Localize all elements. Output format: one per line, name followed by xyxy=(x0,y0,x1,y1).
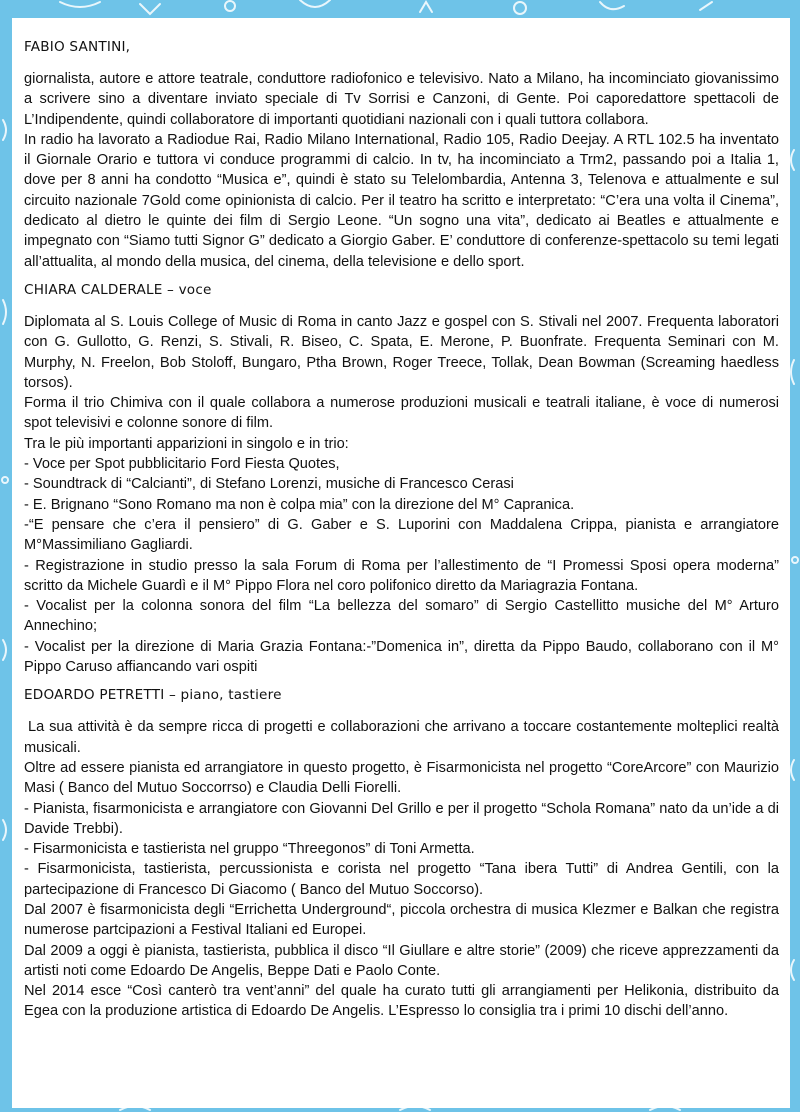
bio-list-item: - Vocalist per la direzione di Maria Grazia Fontana:-”Domenica in”, diretta da Pippo Baudo, collaborano con il M° Pippo Caruso affiancando vari ospiti xyxy=(24,638,779,676)
bio-list-item: - E. Brignano “Sono Romano ma non è colpa mia” con la direzione del M° Capranica. xyxy=(24,496,575,513)
bio-paragraph: giornalista, autore e attore teatrale, conduttore radiofonico e televisivo. Nato a Milano, ha incominciato giovanissimo a scrivere sino a diventare inviato speciale di Tv Sorrisi e Canzoni, di Gente. Poi caporedattore spettacoli de L’Indipendente, quindi collaboratore di importanti quotidiani nazionali con i quali tuttora collabora. xyxy=(24,71,779,128)
bio-section-fabio-santini xyxy=(24,38,779,272)
heading-dash: – xyxy=(162,281,179,298)
heading-dash: – xyxy=(164,687,181,704)
bio-paragraph: In radio ha lavorato a Radiodue Rai, Radio Milano International, Radio 105, Radio Deejay. A RTL 102.5 ha inventato il Giornale Orario e tuttora vi conduce programmi di calcio. In tv, ha incominciato a Trm2, passando poi a Italia 1, dove per 8 anni ha condotto “Musica e”, quindi è stato su Telelombardia, Antenna 3, Telenova e attualmente e sul circuito nazionale 7Gold come opinionista di calcio. Per il teatro ha scritto e interpretato: “C’era una volta il Cinema”, dedicato al dietro le quinte dei film di Sergio Leone. “Un sogno una vita”, dedicato ai Beatles e attualmente e impegnato con “Siamo tutti Signor G” dedicato a Giorgio Gaber. E’ conduttore di conferenze-spettacolo su temi legati all’attualita, al mondo della musica, del cinema, della televisione e dello sport. xyxy=(24,131,779,270)
bio-section-chiara-calderale xyxy=(24,281,779,677)
bio-list-item: - Registrazione in studio presso la sala Forum di Roma per l’allestimento de “I Promessi Sposi opera moderna” scritto da Michele Guardì e il M° Pippo Flora nel coro polifonico diretto da Mariagrazia Fontana. xyxy=(24,557,779,594)
bio-list-item: - Pianista, fisarmonicista e arrangiatore con Giovanni Del Grillo e per il progetto “Schola Romana” nato da un’ide a di Davide Trebbi). xyxy=(24,800,779,837)
bio-paragraph: Nel 2014 esce “Così canterò tra vent’anni” del quale ha curato tutti gli arrangiamenti per Helikonia, distribuito da Egea con la produzione artistica di Edoardo De Angelis. L’Espresso lo consiglia tra i primi 10 dischi dell’anno. xyxy=(24,983,779,1020)
bio-list-item: - Soundtrack di “Calcianti”, di Stefano Lorenzi, musiche di Francesco Cerasi xyxy=(24,476,514,493)
document-panel xyxy=(12,18,790,1108)
bio-paragraph: Forma il trio Chimiva con il quale collabora a numerose produzioni musicali e teatrali italiane, è voce di numerosi spot televisivi e colonne sonore di film. xyxy=(24,395,779,432)
bio-paragraph: Tra le più importanti apparizioni in singolo e in trio: xyxy=(24,435,349,452)
bio-paragraph: Diplomata al S. Louis College of Music di Roma in canto Jazz e gospel con S. Stivali nel 2007. Frequenta laboratori con G. Gullotto, G. Renzi, S. Stivali, R. Biseo, C. Spata, E. Merone, P. Buonfrate. Frequenta Seminari con M. Murphy, N. Freelon, Bob Stoloff, Bungaro, Ptha Brown, Roger Treece, Tollak, Dean Bowman (Screaming haedless torsos). xyxy=(24,313,779,391)
bio-list-item: - Vocalist per la colonna sonora del film “La bellezza del somaro” di Sergio Castellitto musiche del M° Arturo Annechino; xyxy=(24,598,779,635)
bio-list-item: -“E pensare che c’era il pensiero” di G. Gaber e S. Luporini con Maddalena Crippa, pianista e arrangiatore M°Massimiliano Gagliardi. xyxy=(24,516,779,554)
bio-list-item: - Fisarmonicista, tastierista, percussionista e corista nel progetto “Tana ibera Tutti” di Andrea Gentili, con la partecipazione di Francesco Di Giacomo ( Banco del Mutuo Soccorso). xyxy=(24,861,779,898)
bio-role: voce xyxy=(178,281,212,298)
bio-heading xyxy=(24,38,779,56)
bio-heading xyxy=(24,281,779,299)
bio-paragraph: Oltre ad essere pianista ed arrangiatore in questo progetto, è Fisarmonicista nel progetto “CoreArcore” con Maurizio Masi ( Banco del Mutuo Soccorrso) e Claudia Delli Fiorelli. xyxy=(24,759,779,797)
bio-paragraph: Dal 2007 è fisarmonicista degli “Errichetta Underground“, piccola orchestra di musica Klezmer e Balkan che registra numerose partcipazioni a Festival Italiani ed Europei. xyxy=(24,901,779,939)
bio-paragraph: La sua attività è da sempre ricca di progetti e collaborazioni che arrivano a toccare costantemente molteplici realtà musicali. xyxy=(24,719,779,756)
bio-paragraph: Dal 2009 a oggi è pianista, tastierista, pubblica il disco “Il Giullare e altre storie” (2009) che riceve apprezzamenti da artisti noti come Edoardo De Angelis, Beppe Dati e Paolo Conte. xyxy=(24,942,779,979)
bio-section-edoardo-petretti xyxy=(24,686,779,1021)
bio-list-item: - Voce per Spot pubblicitario Ford Fiesta Quotes, xyxy=(24,456,340,473)
bio-role: piano, tastiere xyxy=(180,687,282,704)
bio-name: EDOARDO PETRETTI xyxy=(24,687,165,704)
bio-heading xyxy=(24,686,779,704)
bio-name: FABIO SANTINI, xyxy=(24,39,131,55)
bio-name: CHIARA CALDERALE xyxy=(24,281,163,298)
bio-list-item: - Fisarmonicista e tastierista nel gruppo “Threegonos” di Toni Armetta. xyxy=(24,841,475,858)
